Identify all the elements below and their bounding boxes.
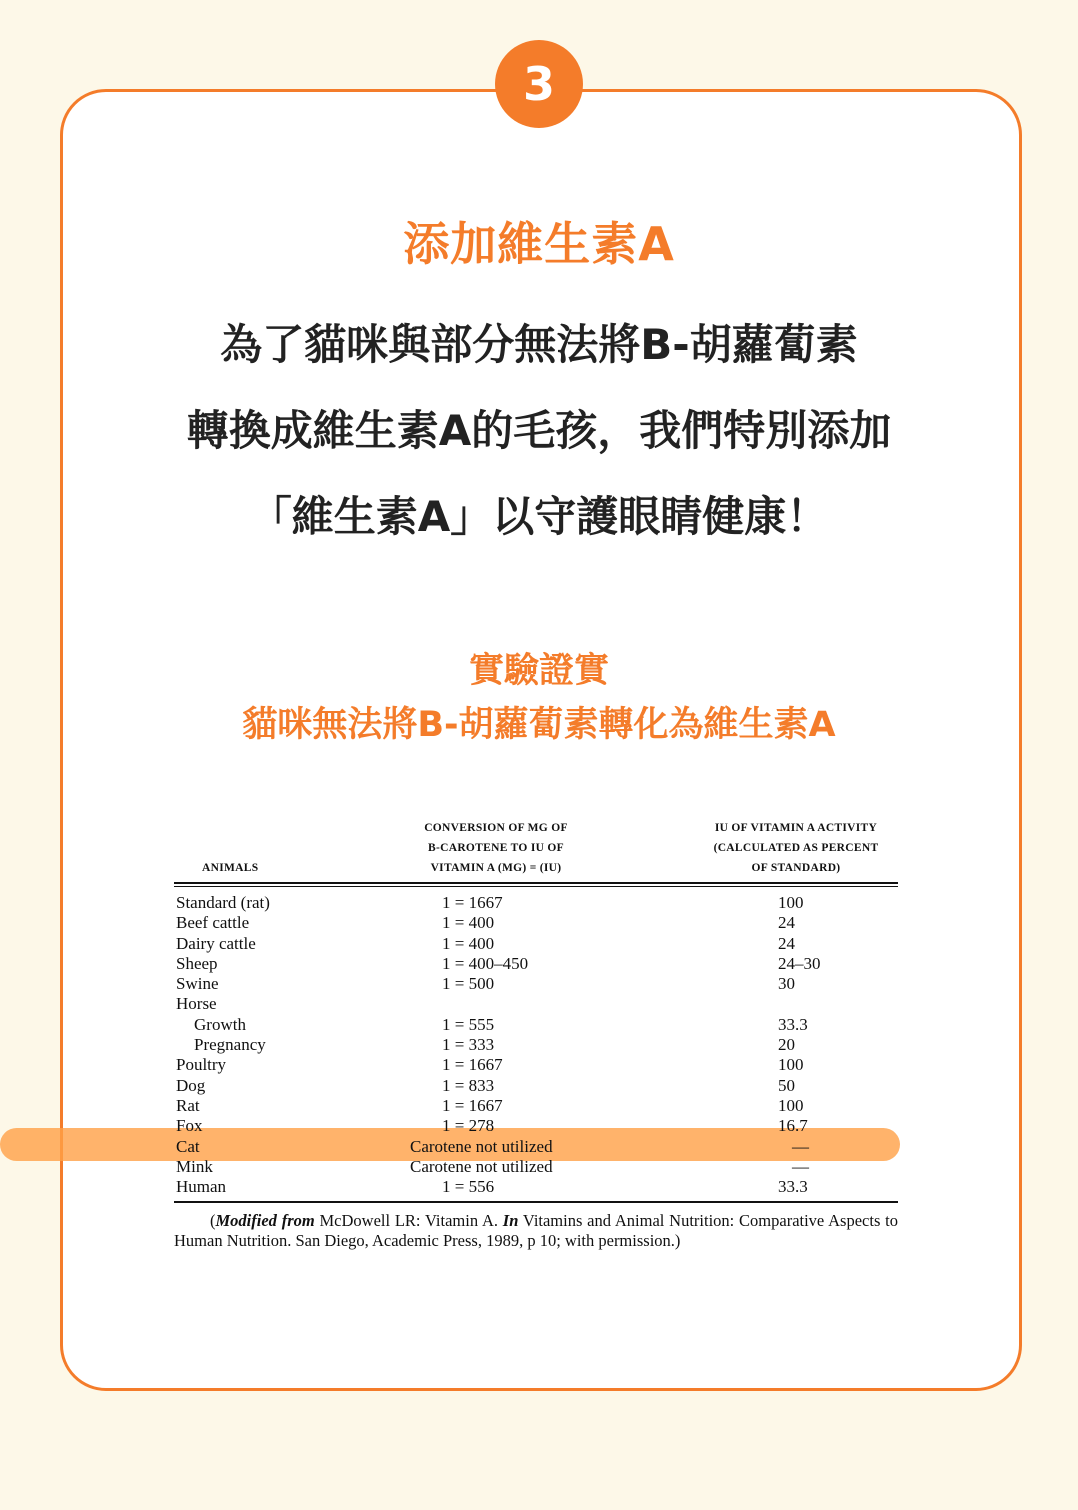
header-line: VITAMIN A (MG) = (IU) [430, 862, 562, 874]
table-row [174, 1055, 898, 1075]
animal-cell: Standard (rat) [176, 893, 270, 912]
carotene-conversion-table [174, 814, 898, 1251]
iu-cell: 100 [778, 1095, 804, 1115]
description [0, 312, 1078, 570]
conversion-cell: 1 = 400 [442, 913, 495, 933]
animal-cell: Dairy cattle [176, 933, 256, 953]
table-row [174, 1096, 898, 1116]
animal-cell: Poultry [176, 1055, 227, 1075]
section-title: 添加維生素A [403, 217, 675, 271]
iu-cell: — [792, 1136, 809, 1156]
iu-cell: 24 [778, 933, 795, 953]
table-row [174, 913, 898, 933]
conversion-cell: 1 = 400–450 [442, 953, 529, 973]
table-row [174, 1076, 898, 1096]
animal-cell: Beef cattle [176, 913, 250, 933]
note-text: Vitamins and Animal Nutrition: Comparative Aspects to Human Nutrition. San Diego, Academic Press, 1989, p 10; with permission.) [174, 1211, 898, 1251]
table-row [174, 1157, 898, 1177]
description-line: 為了貓咪與部分無法將B-胡蘿蔔素 [220, 320, 858, 369]
animal-cell: Swine [176, 974, 219, 994]
table-row [174, 1116, 898, 1136]
table-row [174, 1015, 898, 1035]
iu-cell: 33.3 [778, 1014, 808, 1034]
note-text: McDowell LR: Vitamin A. [314, 1211, 503, 1231]
experiment-subtitle [0, 646, 1078, 754]
header-line: OF STANDARD) [751, 862, 841, 874]
animal-cell: Pregnancy [194, 1035, 266, 1055]
note-italic: Modified from [215, 1211, 315, 1231]
table-row [174, 893, 898, 913]
iu-cell: 30 [778, 974, 795, 994]
conversion-cell: 1 = 555 [442, 1014, 495, 1034]
conversion-cell: 1 = 833 [442, 1075, 495, 1095]
header-rule [174, 882, 898, 884]
conversion-cell: 1 = 278 [442, 1116, 495, 1136]
conversion-cell: Carotene not utilized [410, 1136, 553, 1156]
header-line: CONVERSION OF MG OF [424, 822, 568, 834]
conversion-cell: 1 = 333 [442, 1035, 495, 1055]
conversion-cell: 1 = 500 [442, 974, 495, 994]
note-text: ( [210, 1211, 216, 1231]
table-source-note [174, 1211, 898, 1251]
table-body [174, 893, 898, 1197]
conversion-cell: 1 = 556 [442, 1177, 495, 1197]
conversion-cell: Carotene not utilized [410, 1156, 553, 1176]
iu-cell: — [792, 1156, 809, 1176]
iu-cell: 100 [778, 1055, 804, 1075]
description-line: 轉換成維生素A的毛孩，我們特別添加 [186, 406, 892, 455]
animal-cell: Growth [194, 1014, 246, 1034]
conversion-cell: 1 = 1667 [442, 1095, 503, 1115]
table-row-cat [174, 1137, 898, 1157]
iu-cell: 24–30 [778, 953, 821, 973]
iu-cell: 16.7 [778, 1116, 808, 1136]
header-animals: ANIMALS [202, 862, 259, 874]
iu-cell: 20 [778, 1035, 795, 1055]
animal-cell: Dog [176, 1075, 206, 1095]
animal-cell: Human [176, 1177, 227, 1197]
header-line: IU OF VITAMIN A ACTIVITY [714, 822, 878, 834]
step-number-badge: 3 [495, 40, 583, 128]
table-row [174, 1177, 898, 1197]
animal-cell: Sheep [176, 953, 218, 973]
conversion-cell: 1 = 400 [442, 933, 495, 953]
iu-cell: 50 [778, 1075, 795, 1095]
animal-cell: Horse [176, 994, 217, 1014]
conversion-cell: 1 = 1667 [442, 893, 503, 912]
animal-cell: Rat [176, 1095, 200, 1115]
iu-cell: 33.3 [778, 1177, 808, 1197]
header-rule-thin [174, 886, 898, 887]
header-line: Β-CAROTENE TO IU OF [428, 842, 564, 854]
subtitle-line: 實驗證實 [468, 651, 609, 691]
table-row [174, 974, 898, 994]
animal-cell: Mink [176, 1156, 213, 1176]
table-bottom-rule [174, 1201, 898, 1203]
table-header [174, 814, 898, 878]
table-row [174, 934, 898, 954]
iu-cell: 24 [778, 913, 795, 933]
header-iu-activity [696, 818, 896, 878]
table-row [174, 994, 898, 1014]
table-row [174, 1035, 898, 1055]
description-line: 「維生素A」以守護眼睛健康！ [249, 492, 829, 541]
table-row [174, 954, 898, 974]
subtitle-line: 貓咪無法將B-胡蘿蔔素轉化為維生素A [242, 705, 836, 745]
animal-cell: Fox [176, 1116, 203, 1136]
header-conversion [406, 818, 586, 878]
animal-cell: Cat [176, 1136, 200, 1156]
conversion-cell: 1 = 1667 [442, 1055, 503, 1075]
note-italic: In [502, 1211, 519, 1231]
header-line: (CALCULATED AS PERCENT [713, 842, 879, 854]
iu-cell: 100 [778, 893, 804, 912]
